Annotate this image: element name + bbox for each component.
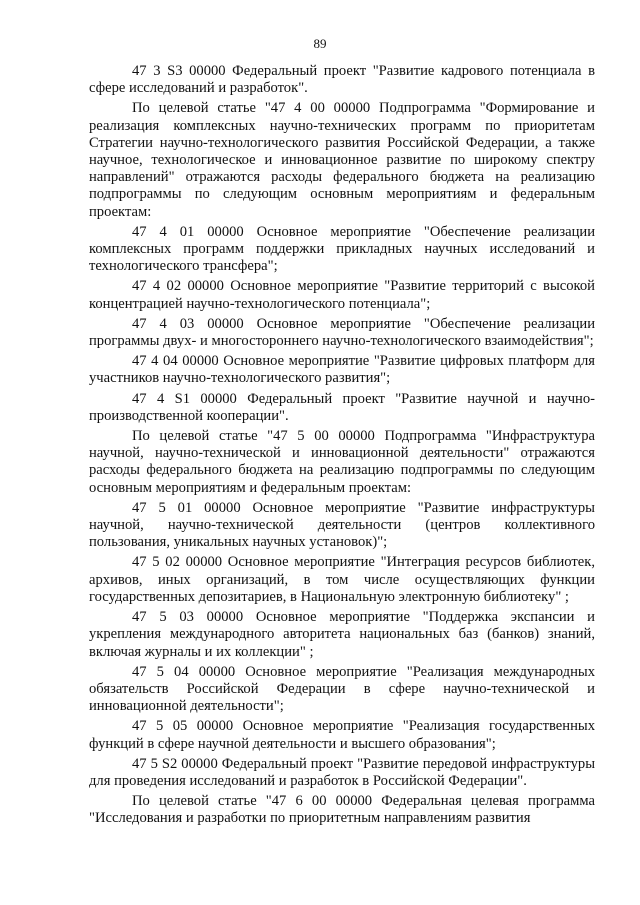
paragraph: По целевой статье "47 6 00 00000 Федеральная целевая программа "Исследования и разработки по приоритетным направлениям развития xyxy=(89,793,595,827)
paragraph: По целевой статье "47 4 00 00000 Подпрограмма "Формирование и реализация комплексных научно-технических программ по приоритетам Стратегии научно-технологического развития Российской Федерации, а также научное, технологическое и инновационное развитие по широкому спектру направлений" отражаются расходы федерального бюджета на реализацию подпрограммы по следующим основным мероприятиям и федеральным проектам: xyxy=(89,100,595,220)
paragraph: 47 5 S2 00000 Федеральный проект "Развитие передовой инфраструктуры для проведения исследований и разработок в Российской Федерации". xyxy=(89,755,595,789)
paragraph: 47 4 02 00000 Основное мероприятие "Развитие территорий с высокой концентрацией научно-технологического потенциала"; xyxy=(89,278,595,312)
paragraph: По целевой статье "47 5 00 00000 Подпрограмма "Инфраструктура научной, научно-технической и инновационной деятельности" отражаются расходы федерального бюджета на реализацию подпрограммы по следующим основным мероприятиям и федеральным проектам: xyxy=(89,428,595,496)
paragraph: 47 5 03 00000 Основное мероприятие "Поддержка экспансии и укрепления международного авторитета национальных баз (банков) знаний, включая журналы и их коллекции" ; xyxy=(89,609,595,660)
paragraph: 47 4 04 00000 Основное мероприятие "Развитие цифровых платформ для участников научно-технологического развития"; xyxy=(89,353,595,387)
paragraph: 47 5 05 00000 Основное мероприятие "Реализация государственных функций в сфере научной деятельности и высшего образования"; xyxy=(89,718,595,752)
paragraph: 47 4 S1 00000 Федеральный проект "Развитие научной и научно-производственной кооперации". xyxy=(89,390,595,424)
paragraph: 47 5 01 00000 Основное мероприятие "Развитие инфраструктуры научной, научно-технической деятельности (центров коллективного пользования, уникальных научных установок)"; xyxy=(89,499,595,551)
document-body xyxy=(89,63,595,831)
paragraph: 47 5 04 00000 Основное мероприятие "Реализация международных обязательств Российской Федерации в сфере научно-технической и инновационной деятельности"; xyxy=(89,663,595,715)
page-number: 89 xyxy=(313,36,327,51)
paragraph: 47 4 03 00000 Основное мероприятие "Обеспечение реализации программы двух- и многостороннего научно-технологического взаимодействия"; xyxy=(89,315,595,350)
paragraph: 47 3 S3 00000 Федеральный проект "Развитие кадрового потенциала в сфере исследований и разработок". xyxy=(89,63,595,97)
paragraph: 47 5 02 00000 Основное мероприятие "Интеграция ресурсов библиотек, архивов, иных организаций, в том числе осуществляющих функции государственных депозитариев, в Национальную электронную библиотеку" ; xyxy=(89,554,595,605)
paragraph: 47 4 01 00000 Основное мероприятие "Обеспечение реализации комплексных программ поддержки прикладных научных исследований и технологического трансфера"; xyxy=(89,223,595,275)
